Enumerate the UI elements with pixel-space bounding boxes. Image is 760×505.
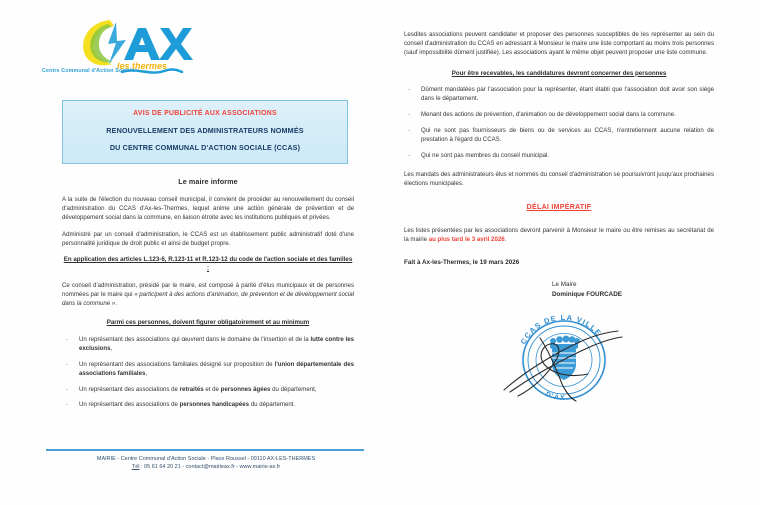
place-and-date: Fait à Ax-les-Thermes, le 19 mars 2026	[404, 258, 520, 266]
bullet-dash-icon: -	[66, 385, 69, 393]
footer	[46, 449, 366, 471]
bullet-text-before: Un représentant des associations de	[79, 401, 180, 409]
bullet-text-after: ,	[145, 369, 148, 377]
deadline-text-before: Les listes présentées par les associations devront parvenir à Monsieur le maire ou être remises au secrétariat de la mairie	[404, 227, 714, 244]
bullet-text: Qui ne sont pas membres du conseil municipal.	[421, 151, 550, 159]
stamp-and-signature-area	[404, 304, 704, 409]
bullet-text-before: Un représentant des associations de	[79, 385, 180, 393]
bullet-text-bold: l'union départementale des associations familiales	[79, 360, 354, 377]
bullet-dash-icon: -	[66, 360, 69, 368]
footer-phone-label: Tél	[131, 464, 140, 470]
footer-address: MAIRIE - Centre Communal d'Action Sociale - Place Roussel - 09110 AX-LES-THERMES	[96, 455, 316, 462]
bullet-text-bold: personnes handicapées	[179, 401, 250, 409]
bullet-text-bold: retraités	[179, 385, 204, 393]
left-bullet-list	[62, 335, 354, 410]
right-paragraph-1: Lesdites associations peuvent candidater et proposer des personnes susceptibles de les représenter au sein du conseil d'administration du CCAS en adressant à Monsieur le maire une liste comportant au moins trois personnes (sauf impossibilité dûment justifiée). Les associations ayant le même objet peuvent proposer une liste commune.	[404, 31, 714, 57]
footer-divider	[46, 449, 364, 451]
svg-text:D'AX: D'AX	[544, 390, 566, 402]
list-item	[62, 400, 354, 409]
articles-heading: En application des articles L.123-6, R.123-11 et R.123-12 du code de l'action sociale et des familles :	[63, 256, 353, 273]
bullet-text-bold-2: personnes âgées	[220, 385, 271, 393]
list-item	[404, 151, 714, 160]
bullet-dash-icon: -	[408, 110, 411, 118]
left-paragraph-3-after: .	[115, 300, 117, 308]
notice-title-line-1: AVIS DE PUBLICITÉ AUX ASSOCIATIONS	[133, 110, 277, 117]
footer-contact	[46, 463, 366, 471]
svg-text:CCAS DE LA VILLE: CCAS DE LA VILLE	[518, 312, 604, 346]
bullet-dash-icon: -	[66, 401, 69, 409]
list-item	[404, 126, 714, 144]
bullet-dash-icon: -	[408, 151, 411, 159]
signature-block	[404, 280, 714, 300]
logo-caption: Centre Communal d'Action Sociale	[42, 68, 135, 74]
left-paragraph-3	[62, 281, 354, 309]
list-item	[404, 110, 714, 119]
bullet-text-bold: lutte contre les exclusions	[79, 335, 354, 353]
left-column-body	[62, 177, 354, 416]
bullet-text-after: du département.	[249, 401, 296, 409]
bullet-text-after: du département,	[270, 385, 317, 393]
recevables-heading: Pour être recevables, les candidatures devront concerner des personnes	[451, 69, 667, 77]
list-item	[62, 385, 354, 394]
city-logo	[42, 14, 224, 80]
bullet-dash-icon: -	[408, 86, 411, 94]
signature-name: Dominique FOURCADE	[552, 290, 622, 298]
svg-text:les thermes: les thermes	[116, 61, 168, 71]
right-column	[404, 30, 714, 409]
left-paragraph-3-quote: « participent à des actions d'animation, de prévention et de développement social dans la commune »	[62, 291, 354, 308]
bullet-text-before: Un représentant des associations qui œuvrent dans le domaine de l'insertion et de la	[79, 335, 311, 343]
deadline-paragraph	[404, 226, 714, 244]
left-paragraph-1: A la suite de l'élection du nouveau conseil municipal, il convient de procéder au renouvellement du conseil d'administration du CCAS d'Ax-les-Thermes, lequel anime une action générale de prévention et de développement social dans la commune, en liaison étroite avec les institutions publiques et privées.	[62, 196, 354, 222]
notice-title-line-2: RENOUVELLEMENT DES ADMINISTRATEURS NOMMÉS	[106, 126, 304, 135]
minimum-heading: Parmi ces personnes, doivent figurer obligatoirement et au minimum	[106, 319, 310, 327]
left-paragraph-3-before: Ce conseil d'administration, présidé par le maire, est composé à parité d'élus municipaux et de personnes nommées par le maire qui	[62, 281, 354, 299]
left-column	[42, 14, 372, 409]
bullet-text-after: ,	[110, 345, 113, 353]
bullet-text: Dûment mandatées par l'association pour la représenter, étant établi que l'association doit avoir son siège dans le département.	[421, 86, 714, 103]
bullet-dash-icon: -	[408, 126, 411, 134]
deadline-text-after: .	[504, 236, 507, 244]
bullet-dash-icon: -	[66, 335, 69, 343]
bullet-text-before: Un représentant des associations familiales désigné sur proposition de	[79, 360, 275, 368]
list-item	[62, 360, 354, 378]
left-paragraph-2: Administré par un conseil d'administration, le CCAS est un établissement public administratif doté d'une personnalité juridique de droit public et ainsi de budget propre.	[62, 230, 354, 247]
list-item	[62, 335, 354, 353]
notice-title-line-3: DU CENTRE COMMUNAL D'ACTION SOCIALE (CCAS)	[109, 143, 301, 152]
list-item	[404, 85, 714, 103]
footer-contact-details: : 05 61 64 20 21 - contact@mairieax.fr - www.mairie-ax.fr	[139, 464, 281, 470]
notice-title-box	[62, 100, 348, 164]
delai-imperatif-heading: DÉLAI IMPÉRATIF	[526, 204, 592, 212]
bullet-text: Menant des actions de prévention, d'animation ou de développement social dans la commune.	[421, 110, 676, 118]
bullet-text: Qui ne sont pas fournisseurs de biens ou de services au CCAS, n'entretiennent aucune relation de prestation à l'égard du CCAS.	[421, 126, 714, 143]
right-bullet-list	[404, 85, 714, 160]
official-stamp-icon	[500, 304, 670, 404]
ax-les-thermes-logo-icon	[64, 14, 224, 74]
right-paragraph-2: Les mandats des administrateurs élus et nommés du conseil d'administration se poursuivront jusqu'aux prochaines élections municipales.	[404, 170, 714, 187]
bullet-text-mid: et de	[203, 385, 221, 393]
deadline-highlight: au plus tard le 3 avril 2026	[428, 236, 505, 244]
signature-role: Le Maire	[552, 280, 577, 288]
maire-informe-heading: Le maire informe	[178, 177, 238, 186]
